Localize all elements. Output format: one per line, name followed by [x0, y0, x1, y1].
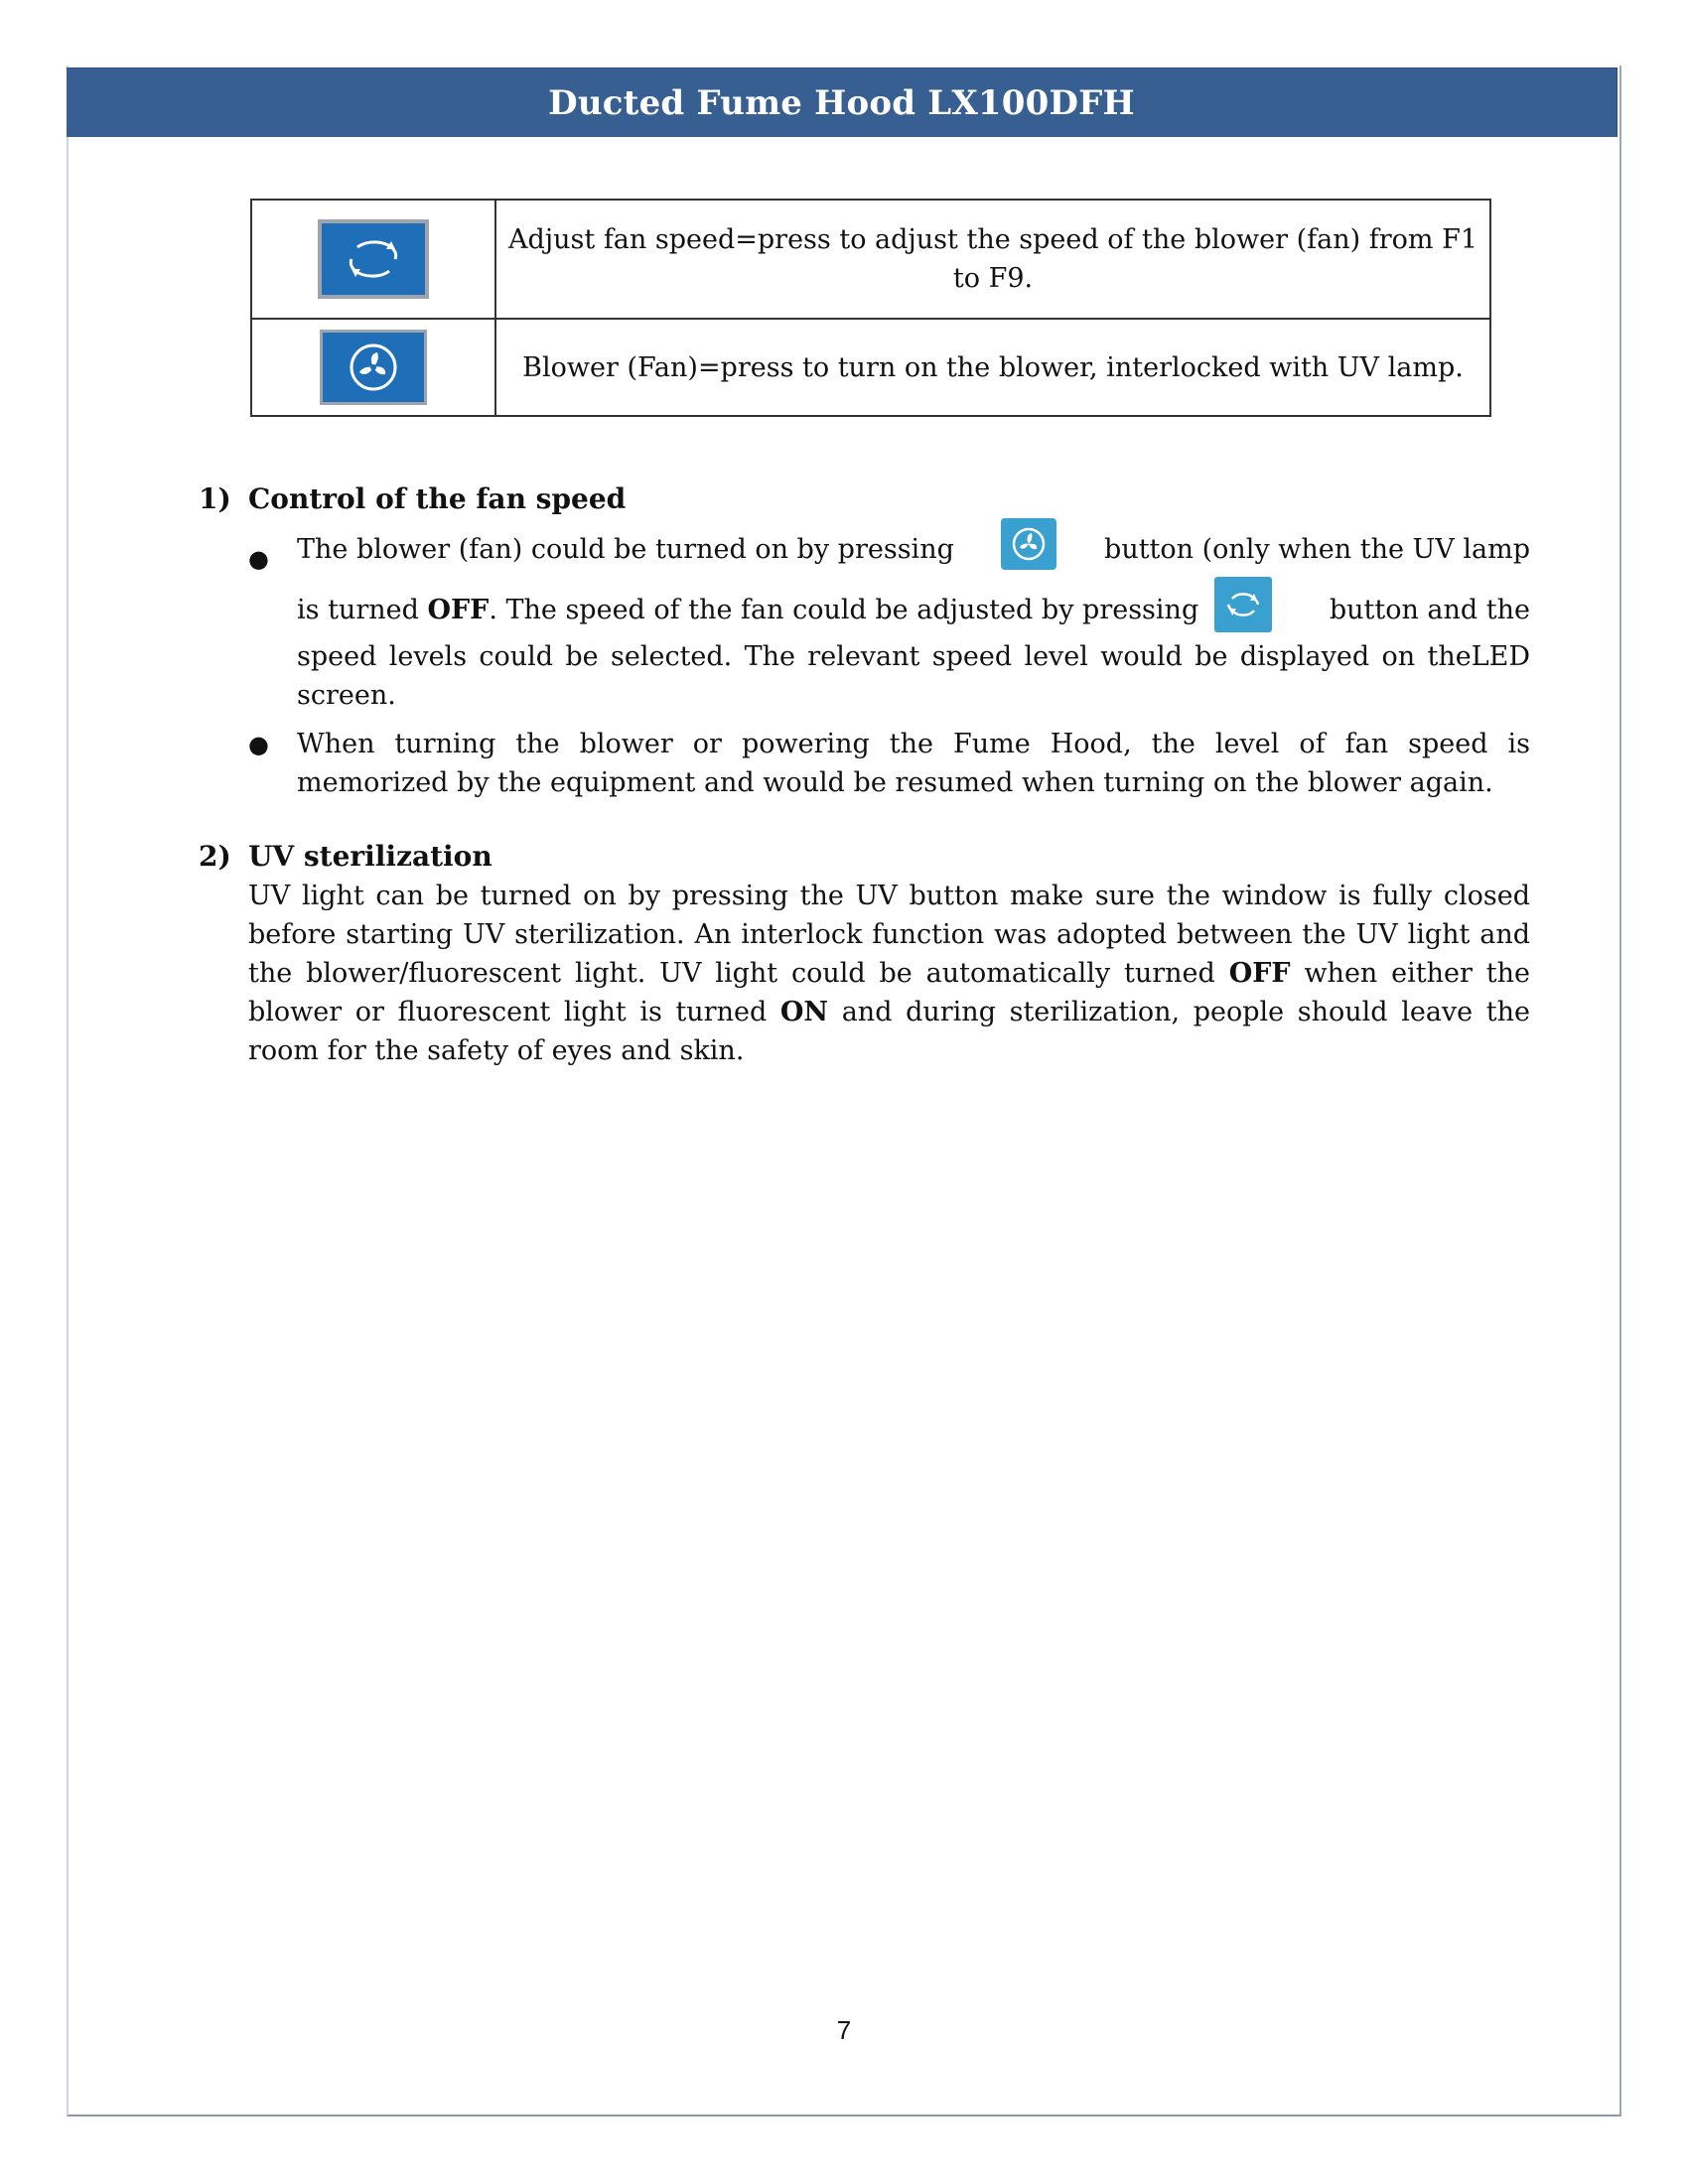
body-paragraph: [248, 877, 1530, 1070]
page-title: Ducted Fume Hood LX100DFH: [548, 83, 1135, 123]
refresh-cycle-icon: [1214, 577, 1272, 643]
text-line: [297, 516, 1530, 582]
off-label: OFF: [427, 594, 490, 625]
section-number: 2): [199, 840, 231, 873]
fan-icon: [320, 330, 427, 405]
section-heading: [0, 837, 1688, 877]
table-row: [251, 200, 1490, 319]
text-segment: and during sterilization, people should leave the room for the safety of eyes and skin.: [248, 997, 1530, 1066]
section-title: UV sterilization: [248, 840, 492, 873]
text-line: [297, 582, 1530, 637]
text-segment: when either the blower or fluorescent light is turned: [248, 958, 1530, 1027]
bullet-marker: ●: [248, 731, 269, 758]
bullet-paragraph: [297, 516, 1530, 715]
table-icon-cell: [251, 200, 495, 319]
table-description-cell: Adjust fan speed=press to adjust the speed of the blower (fan) from F1 to F9.: [495, 200, 1490, 319]
on-label: ON: [779, 997, 829, 1027]
table-row: [251, 319, 1490, 416]
button-legend-table: [250, 199, 1491, 417]
text-segment: . The speed of the fan could be adjusted by pressing: [489, 594, 1199, 625]
bullet-marker: ●: [248, 545, 269, 573]
off-label: OFF: [1228, 958, 1291, 989]
refresh-cycle-icon: [318, 219, 429, 299]
text-segment: is turned: [297, 594, 419, 625]
section-number: 1): [199, 482, 231, 515]
text-segment: UV light can be turned on by pressing the UV button make sure the window is fully closed before starting UV sterilization. An interlock function was adopted between the UV light and the blower/fluorescent light. UV light could be automatically turned: [248, 881, 1530, 989]
text-segment: The blower (fan) could be turned on by pressing: [297, 533, 954, 565]
bullet-paragraph: When turning the blower or powering the Fume Hood, the level of fan speed is memorized by the equipment and would be resumed when turning on the blower again.: [297, 729, 1530, 798]
table-description-cell: Blower (Fan)=press to turn on the blower, interlocked with UV lamp.: [495, 319, 1490, 416]
text-segment: speed levels could be selected. The relevant speed level would be displayed on theLED screen.: [297, 641, 1530, 711]
header-bar: [67, 68, 1618, 137]
table-icon-cell: [251, 319, 495, 416]
fan-icon: [1001, 518, 1056, 581]
section-heading: [0, 479, 1688, 519]
text-segment: button (only when the UV lamp: [1104, 533, 1530, 565]
text-segment: button and the: [1329, 594, 1530, 625]
page-number: 7: [836, 2015, 852, 2045]
section-title: Control of the fan speed: [248, 482, 627, 515]
